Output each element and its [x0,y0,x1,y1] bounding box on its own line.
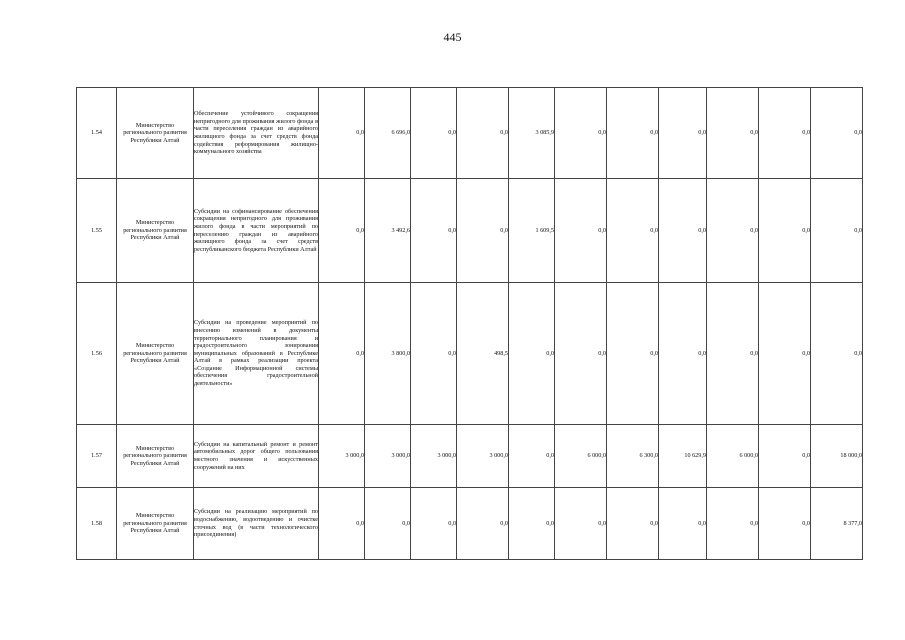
measure-description: Субсидии на софинансирование обеспечения сокращения непригодного для проживания жилого фонда в части мероприятий по переселению граждан из аварийного жилищного фонда за счет средств республиканского бюджета Республики Алтай [194,179,319,283]
funding-value: 18 000,0 [811,425,863,488]
funding-value: 0,0 [457,88,509,179]
funding-value: 6 000,0 [555,425,607,488]
funding-value: 0,0 [365,488,411,560]
funding-value: 0,0 [509,283,555,425]
funding-value: 0,0 [759,425,811,488]
responsible-organization: Министерство регионального развития Республики Алтай [117,425,194,488]
table-row [77,179,863,283]
responsible-organization: Министерство регионального развития Республики Алтай [117,179,194,283]
responsible-organization: Министерство регионального развития Республики Алтай [117,488,194,560]
responsible-organization: Министерство регионального развития Республики Алтай [117,88,194,179]
funding-value: 3 000,0 [365,425,411,488]
measure-description: Субсидии на проведение мероприятий по внесению изменений в документы территориального планирования и градостроительного зонирования муниципальных образований в Республике Алтай в рамках реализации проекта «Создание Информационной системы обеспечения градостроительной деятельности» [194,283,319,425]
funding-value: 3 000,0 [319,425,365,488]
funding-value: 0,0 [759,88,811,179]
funding-value: 0,0 [707,179,759,283]
funding-value: 0,0 [759,283,811,425]
table-row [77,283,863,425]
funding-value: 0,0 [607,88,659,179]
funding-value: 6 696,0 [365,88,411,179]
funding-value: 0,0 [659,88,707,179]
funding-value: 0,0 [759,179,811,283]
funding-value: 0,0 [411,283,457,425]
funding-value: 0,0 [509,425,555,488]
funding-value: 3 000,0 [411,425,457,488]
row-number: 1.57 [77,425,117,488]
table-row [77,488,863,560]
funding-value: 0,0 [319,179,365,283]
table-row [77,88,863,179]
funding-value: 8 377,0 [811,488,863,560]
measure-description: Субсидии на капитальный ремонт и ремонт автомобильных дорог общего пользования местного значения и искусственных сооружений на них [194,425,319,488]
funding-value: 3 000,0 [457,425,509,488]
budget-table [76,87,863,560]
funding-value: 0,0 [707,88,759,179]
funding-value: 3 492,6 [365,179,411,283]
funding-value: 3 085,9 [509,88,555,179]
funding-value: 0,0 [411,179,457,283]
row-number: 1.54 [77,88,117,179]
funding-value: 498,5 [457,283,509,425]
table-row [77,425,863,488]
funding-value: 0,0 [555,179,607,283]
funding-value: 0,0 [707,488,759,560]
funding-value: 0,0 [555,88,607,179]
funding-value: 0,0 [759,488,811,560]
funding-value: 0,0 [555,283,607,425]
funding-value: 0,0 [707,283,759,425]
row-number: 1.58 [77,488,117,560]
funding-value: 3 800,0 [365,283,411,425]
funding-value: 0,0 [659,488,707,560]
funding-value: 0,0 [811,179,863,283]
funding-value: 0,0 [509,488,555,560]
funding-value: 10 629,9 [659,425,707,488]
funding-value: 0,0 [457,179,509,283]
funding-value: 1 609,5 [509,179,555,283]
funding-value: 0,0 [411,88,457,179]
funding-value: 0,0 [659,179,707,283]
funding-value: 0,0 [607,488,659,560]
responsible-organization: Министерство регионального развития Республики Алтай [117,283,194,425]
funding-value: 0,0 [555,488,607,560]
funding-value: 0,0 [411,488,457,560]
funding-value: 0,0 [457,488,509,560]
row-number: 1.55 [77,179,117,283]
funding-value: 0,0 [811,283,863,425]
funding-value: 0,0 [659,283,707,425]
funding-value: 0,0 [811,88,863,179]
page-number: 445 [443,30,462,44]
funding-value: 0,0 [319,488,365,560]
funding-value: 0,0 [607,179,659,283]
funding-value: 6 000,0 [707,425,759,488]
measure-description: Обеспечение устойчивого сокращения непригодного для проживания жилого фонда в части переселения граждан из аварийного жилищного фонда за счет средств фонда содействия реформирования жилищно-коммунального хозяйства [194,88,319,179]
row-number: 1.56 [77,283,117,425]
funding-value: 0,0 [319,88,365,179]
funding-value: 0,0 [319,283,365,425]
funding-value: 0,0 [607,283,659,425]
measure-description: Субсидии на реализацию мероприятий по водоснабжению, водоотведению и очистке сточных вод (в части технологического присоединения) [194,488,319,560]
funding-value: 6 300,0 [607,425,659,488]
